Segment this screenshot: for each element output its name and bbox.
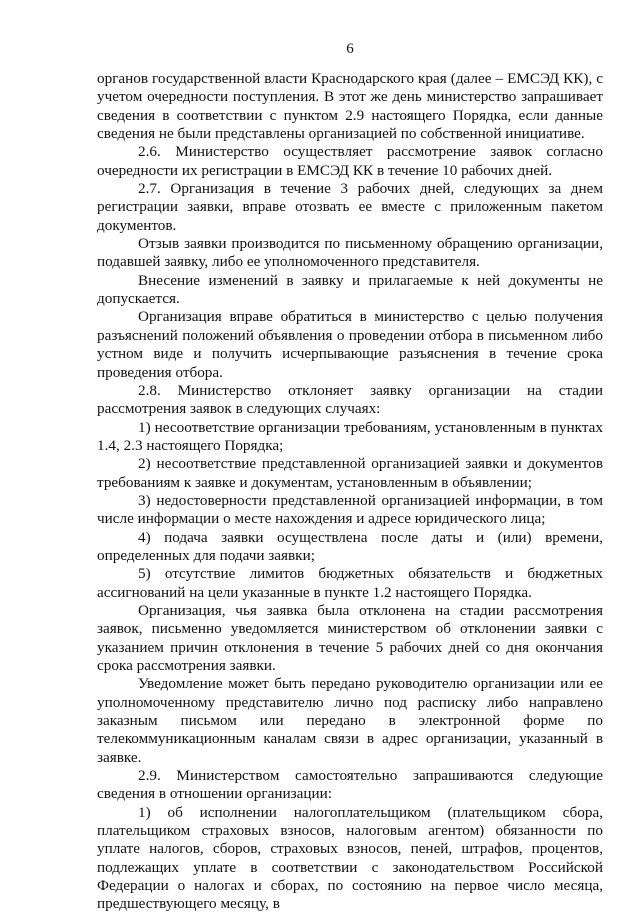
paragraph-no-changes: Внесение изменений в заявку и прилагаемые к ней документы не допускается. xyxy=(97,271,603,308)
page-number: 6 xyxy=(346,41,354,57)
paragraph-2-6: 2.6. Министерство осуществляет рассмотрение заявок согласно очередности их регистрации в ЕМСЭД КК в течение 10 рабочих дней. xyxy=(97,143,603,179)
paragraph-2-8: 2.8. Министерство отклоняет заявку организации на стадии рассмотрения заявок в следующих случаях: xyxy=(97,381,603,418)
list-item-1: 1) несоответствие организации требованиям, установленным в пунктах 1.4, 2.3 настоящего Порядка; xyxy=(97,418,603,454)
paragraph-continuation: органов государственной власти Краснодарского края (далее – ЕМСЭД КК), с учетом очередности поступления. В этот же день министерство запрашивает сведения в соответствии с пунктом 2.9 настоящего Порядка, если данные сведения не были представлены организацией по собственной инициативе. xyxy=(97,70,603,143)
paragraph-clarifications: Организация вправе обратиться в министерство с целью получения разъяснений положений объявления о проведении отбора в письменном либо устном виде и получить исчерпывающие разъяснения в течение срока проведения отбора. xyxy=(97,308,603,381)
paragraph-notification-delivery: Уведомление может быть передано руководителю организации или ее уполномоченному представителю лично под расписку либо направлено заказным письмом или передано в электронной форме по телекоммуникационным каналам связи в адрес организации, указанный в заявке. xyxy=(97,675,603,766)
paragraph-2-7: 2.7. Организация в течение 3 рабочих дней, следующих за днем регистрации заявки, вправе отозвать ее вместе с приложенным пакетом документов. xyxy=(97,180,603,234)
list-item-3: 3) недостоверности представленной организацией информации, в том числе информации о месте нахождения и адресе юридического лица; xyxy=(97,491,603,528)
paragraph-rejection-notice: Организация, чья заявка была отклонена на стадии рассмотрения заявок, письменно уведомляется министерством об отклонении заявки с указанием причин отклонения в течение 5 рабочих дней со дня окончания срока рассмотрения заявки. xyxy=(97,601,603,674)
list-item-4: 4) подача заявки осуществлена после даты и (или) времени, определенных для подачи заявки; xyxy=(97,528,603,564)
list-item-5: 5) отсутствие лимитов бюджетных обязательств и бюджетных ассигнований на цели указанные в пункте 1.2 настоящего Порядка. xyxy=(97,565,603,601)
paragraph-withdrawal: Отзыв заявки производится по письменному обращению организации, подавшей заявку, либо ее уполномоченного представителя. xyxy=(97,235,603,271)
document-body xyxy=(97,70,603,914)
list-item-2-9-1: 1) об исполнении налогоплательщиком (плательщиком сбора, плательщиком страховых взносов, налоговым агентом) обязанности по уплате налогов, сборов, страховых взносов, пеней, штрафов, процентов, подлежащих уплате в соответствии с законодательством Российской Федерации о налогах и сборах, по состоянию на первое число месяца, предшествующего месяцу, в xyxy=(97,803,603,913)
list-item-2: 2) несоответствие представленной организацией заявки и документов требованиям к заявке и документам, установленным в объявлении; xyxy=(97,455,603,491)
paragraph-2-9: 2.9. Министерством самостоятельно запрашиваются следующие сведения в отношении организации: xyxy=(97,767,603,803)
